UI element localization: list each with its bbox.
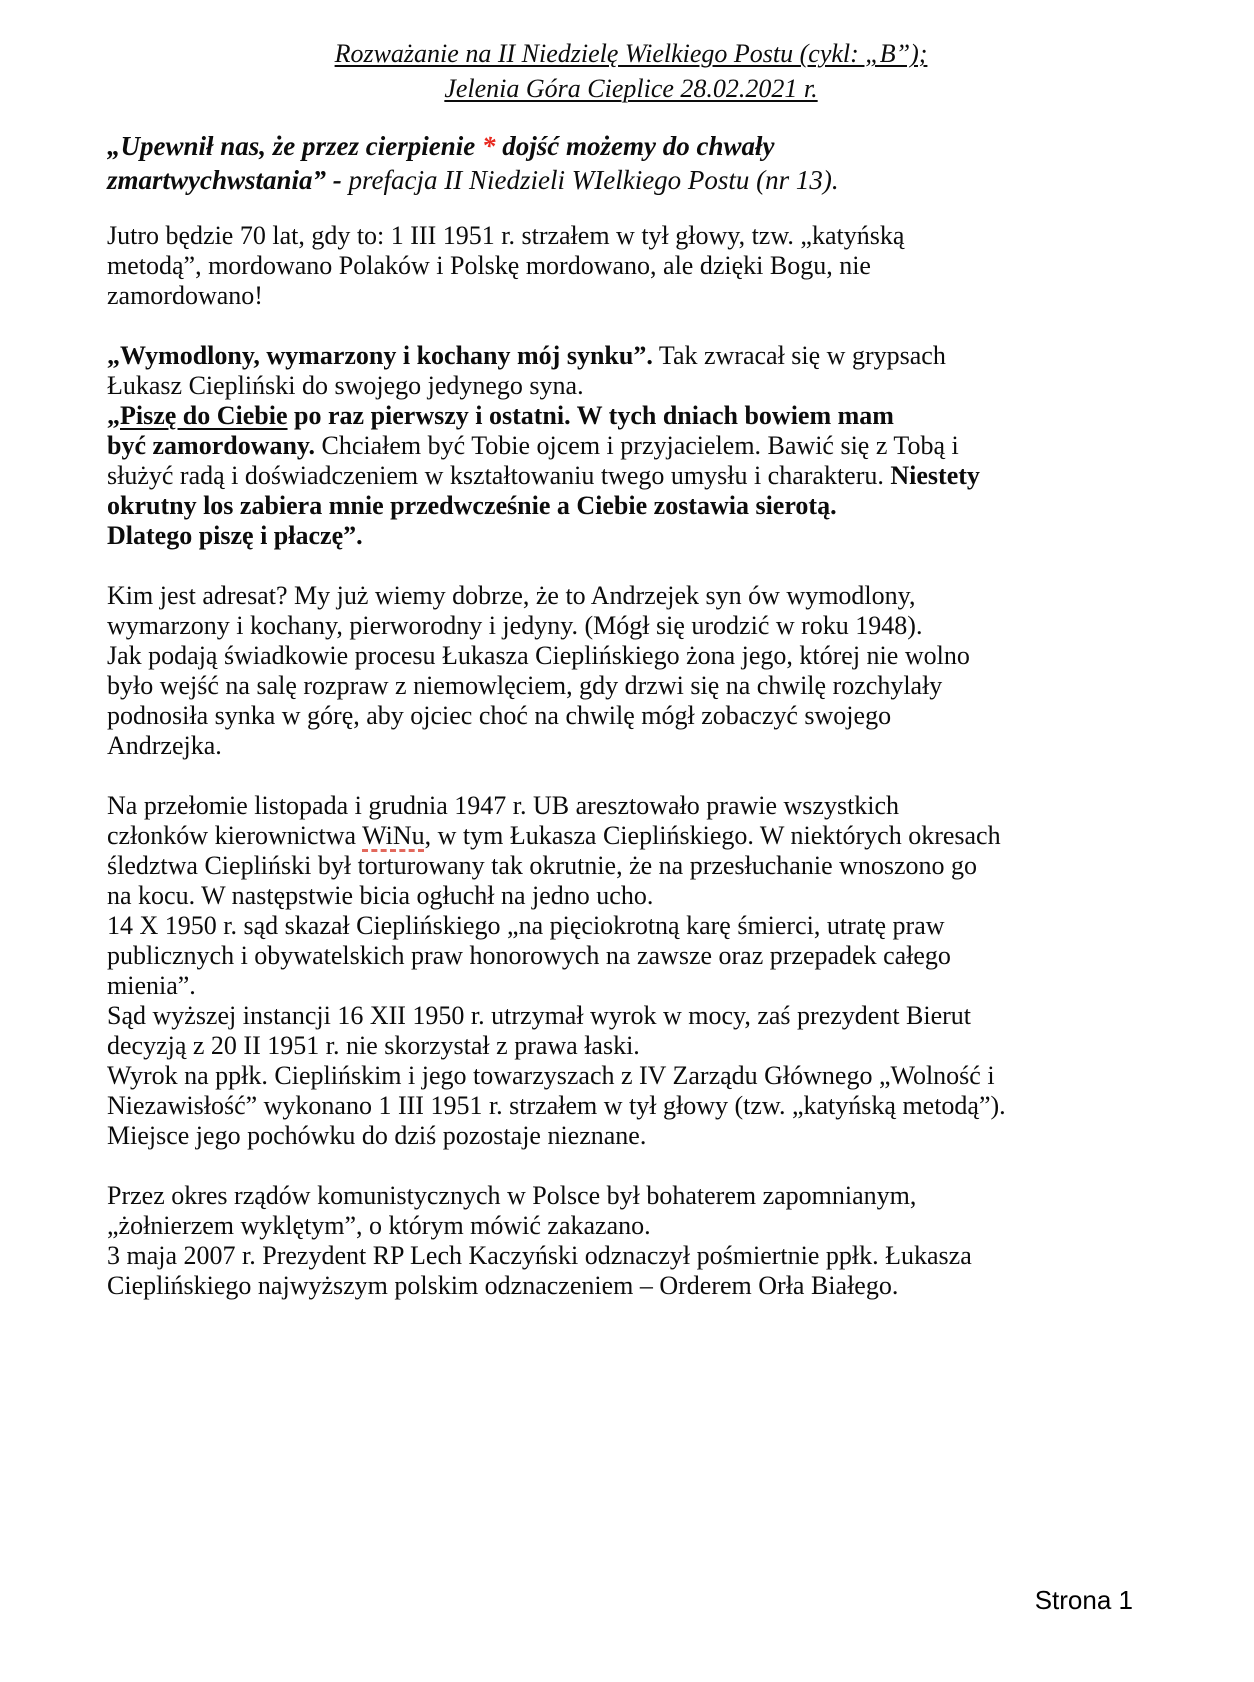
text-segment: Niestety: [890, 461, 980, 490]
text-segment: podnosiła synka w górę, aby ojciec choć na chwilę mógł zobaczyć swojego: [107, 701, 892, 730]
text-segment: Chciałem być Tobie ojcem i przyjacielem. Bawić się z Tobą i: [315, 431, 959, 460]
text-line: [107, 431, 1155, 461]
text-segment: publicznych i obywatelskich praw honorowych na zawsze oraz przepadek całego: [107, 941, 951, 970]
text-line: [107, 1211, 1155, 1241]
text-segment: na kocu. W następstwie bicia ogłuchł na jedno ucho.: [107, 881, 654, 910]
text-segment: Tak zwracał się w grypsach: [652, 341, 946, 370]
paragraph-letter: [107, 341, 1155, 551]
text-segment: Jak podają świadkowie procesu Łukasza Cieplińskiego żona jego, której nie wolno: [107, 641, 970, 670]
text-segment: Dlatego piszę i płaczę”.: [107, 521, 363, 550]
text-segment: „Wymodlony, wymarzony i kochany mój synku”.: [107, 341, 653, 370]
page-number: Strona 1: [1034, 1585, 1133, 1615]
text-segment: dojść możemy do chwały: [495, 131, 775, 161]
text-line: [107, 971, 1155, 1001]
text-segment: Łukasz Ciepliński do swojego jedynego syna.: [107, 371, 584, 400]
text-line: [107, 341, 1155, 371]
text-segment: okrutny los zabiera mnie przedwcześnie a Ciebie zostawia sierotą.: [107, 491, 837, 520]
text-segment: 3 maja 2007 r. Prezydent RP Lech Kaczyński odznaczył pośmiertnie ppłk. Łukasza: [107, 1241, 972, 1270]
text-line: [107, 671, 1155, 701]
text-line: [107, 221, 1155, 251]
text-line: [107, 1061, 1155, 1091]
text-segment: Miejsce jego pochówku do dziś pozostaje nieznane.: [107, 1121, 647, 1150]
document-title: [107, 36, 1155, 106]
text-line: [107, 251, 1155, 281]
text-segment: 14 X 1950 r. sąd skazał Cieplińskiego „na pięciokrotną karę śmierci, utratę praw: [107, 911, 945, 940]
text-line: [107, 163, 1155, 197]
text-line: [107, 129, 1155, 163]
text-segment: zmartwychwstania” -: [107, 165, 349, 195]
text-segment: Przez okres rządów komunistycznych w Polsce był bohaterem zapomnianym,: [107, 1181, 917, 1210]
paragraph-history: [107, 791, 1155, 1151]
text-segment: śledztwa Ciepliński był torturowany tak okrutnie, że na przesłuchanie wnoszono go: [107, 851, 978, 880]
text-line: [107, 491, 1155, 521]
text-line: [107, 791, 1155, 821]
text-line: [107, 731, 1155, 761]
text-segment: było wejść na salę rozpraw z niemowlęciem, gdy drzwi się na chwilę rozchylały: [107, 671, 943, 700]
paragraph-addressee: [107, 581, 1155, 761]
text-segment: być zamordowany.: [107, 431, 315, 460]
text-line: [107, 1241, 1155, 1271]
text-line: [107, 941, 1155, 971]
text-line: [107, 641, 1155, 671]
text-line: [107, 911, 1155, 941]
text-line: [107, 1031, 1155, 1061]
document-title-line-2: Jelenia Góra Cieplice 28.02.2021 r.: [444, 74, 818, 103]
text-line: [107, 881, 1155, 911]
text-segment: wymarzony i kochany, pierworodny i jedyny. (Mógł się urodzić w roku 1948).: [107, 611, 923, 640]
text-segment: służyć radą i doświadczeniem w kształtowaniu twego umysłu i charakteru.: [107, 461, 891, 490]
text-segment: Andrzejka.: [107, 731, 222, 760]
text-line: [107, 701, 1155, 731]
text-segment: „żołnierzem wyklętym”, o którym mówić zakazano.: [107, 1211, 651, 1240]
red-asterisk: *: [482, 131, 496, 161]
text-line: [107, 1271, 1155, 1301]
text-segment: członków kierownictwa: [107, 821, 363, 850]
text-segment: , w tym Łukasza Cieplińskiego. W niektórych okresach: [424, 821, 1001, 850]
text-segment: metodą”, mordowano Polaków i Polskę mordowano, ale dzięki Bogu, nie: [107, 251, 871, 280]
text-line: [107, 581, 1155, 611]
text-line: [107, 1121, 1155, 1151]
spellcheck-underlined-word: WiNu: [362, 821, 425, 850]
text-line: [107, 371, 1155, 401]
text-segment: zamordowano!: [107, 281, 263, 310]
text-segment: Sąd wyższej instancji 16 XII 1950 r. utrzymał wyrok w mocy, zaś prezydent Bierut: [107, 1001, 972, 1030]
document-body: [107, 129, 1155, 1301]
text-segment: Jutro będzie 70 lat, gdy to: 1 III 1951 r. strzałem w tył głowy, tzw. „katyńską: [107, 221, 905, 250]
paragraph-intro: [107, 221, 1155, 311]
text-segment: „: [107, 401, 120, 430]
text-line: [107, 521, 1155, 551]
text-segment: Cieplińskiego najwyższym polskim odznaczeniem – Orderem Orła Białego.: [107, 1271, 899, 1300]
text-segment: mienia”.: [107, 971, 196, 1000]
text-line: [107, 821, 1155, 851]
paragraph-legacy: [107, 1181, 1155, 1301]
text-segment: Kim jest adresat? My już wiemy dobrze, że to Andrzejek syn ów wymodlony,: [107, 581, 916, 610]
text-line: [107, 281, 1155, 311]
text-segment: po raz pierwszy i ostatni. W tych dniach bowiem mam: [287, 401, 894, 430]
document-title-line-1: Rozważanie na II Niedzielę Wielkiego Postu (cykl: „B”);: [334, 39, 928, 68]
text-segment: Na przełomie listopada i grudnia 1947 r. UB aresztowało prawie wszystkich: [107, 791, 900, 820]
text-line: [107, 1181, 1155, 1211]
text-line: [107, 401, 1155, 431]
text-segment: Wyrok na ppłk. Cieplińskim i jego towarzyszach z IV Zarządu Głównego „Wolność i: [107, 1061, 995, 1090]
text-line: [107, 1001, 1155, 1031]
text-line: [107, 1091, 1155, 1121]
text-segment: decyzją z 20 II 1951 r. nie skorzystał z prawa łaski.: [107, 1031, 640, 1060]
text-segment: Niezawisłość” wykonano 1 III 1951 r. strzałem w tył głowy (tzw. „katyńską metodą”).: [107, 1091, 1006, 1120]
text-segment: „Upewnił nas, że przez cierpienie: [107, 131, 482, 161]
text-line: [107, 851, 1155, 881]
text-segment: prefacja II Niedzieli WIelkiego Postu (nr 13).: [348, 165, 839, 195]
text-segment: Piszę do Ciebie: [120, 401, 288, 430]
text-line: [107, 611, 1155, 641]
preface-heading: [107, 129, 1155, 197]
text-line: [107, 461, 1155, 491]
